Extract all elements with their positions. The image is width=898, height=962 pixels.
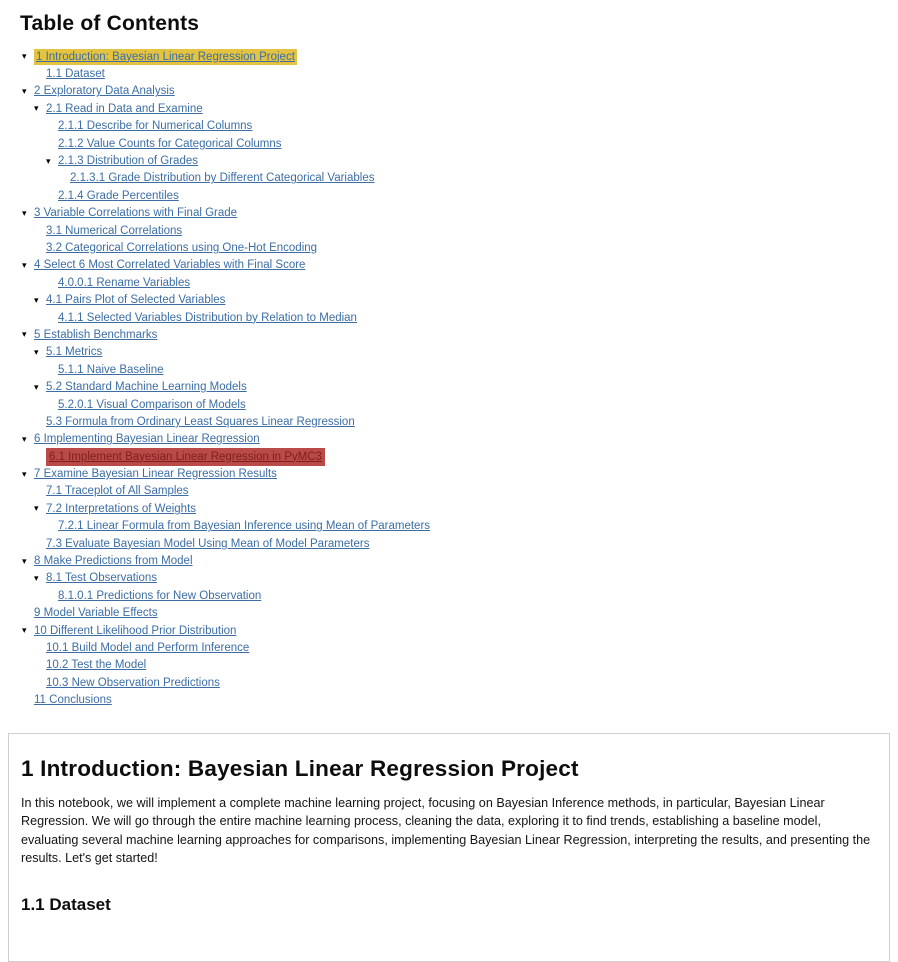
toc-item [20,657,898,674]
toc-item [20,100,898,117]
toc-item [20,378,898,395]
toc-item [20,361,898,378]
section-heading-introduction: 1 Introduction: Bayesian Linear Regression Project [21,755,579,781]
collapse-toggle-icon[interactable]: ▾ [22,207,27,218]
toc-item [20,587,898,604]
toc-item [20,448,898,465]
toc-link[interactable]: 9 Model Variable Effects [34,607,158,620]
toc-item [20,326,898,343]
toc-item [20,535,898,552]
toc-item [20,605,898,622]
collapse-toggle-icon[interactable]: ▾ [22,468,27,479]
notebook-markdown-cell[interactable] [8,733,890,962]
toc-item [20,291,898,308]
toc-link[interactable]: 10 Different Likelihood Prior Distribution [34,624,237,637]
toc-link[interactable]: 8.1 Test Observations [46,572,158,585]
toc-item [20,396,898,413]
toc-link[interactable]: 5 Establish Benchmarks [34,328,158,341]
toc-item [20,135,898,152]
collapse-toggle-icon[interactable]: ▾ [22,259,27,270]
toc-item [20,205,898,222]
toc-item [20,170,898,187]
toc-item [20,465,898,482]
collapse-toggle-icon[interactable]: ▾ [34,103,39,114]
toc-item [20,274,898,291]
introduction-paragraph: In this notebook, we will implement a complete machine learning project, focusing on Bayesian Inference methods, in particular, Bayesian Linear Regression. We will go through the entire machine learning process, cleaning the data, exploring it to find trends, establishing a baseline model, evaluating several machine learning approaches for comparisons, implementing Bayesian Linear Regression, interpreting the results, and presenting the results. Let's get started! [21,795,871,865]
toc-link[interactable]: 7.3 Evaluate Bayesian Model Using Mean of Model Parameters [46,537,370,550]
toc-list [20,48,898,709]
toc-link[interactable]: 5.1 Metrics [46,346,103,359]
toc-item [20,257,898,274]
collapse-toggle-icon[interactable]: ▾ [34,294,39,305]
collapse-toggle-icon[interactable]: ▾ [46,155,51,166]
toc-item [20,483,898,500]
collapse-toggle-icon[interactable]: ▾ [22,85,27,96]
toc-item [20,48,898,65]
toc-link[interactable]: 2.1.3.1 Grade Distribution by Different Categorical Variables [70,172,375,185]
collapse-toggle-icon[interactable]: ▾ [34,381,39,392]
toc-item [20,500,898,517]
toc-item [20,222,898,239]
toc-link[interactable]: 7 Examine Bayesian Linear Regression Results [34,468,277,481]
toc-link[interactable]: 5.3 Formula from Ordinary Least Squares Linear Regression [46,415,355,428]
toc-item [20,639,898,656]
toc-link[interactable]: 2.1.4 Grade Percentiles [58,189,179,202]
collapse-toggle-icon[interactable]: ▾ [22,433,27,444]
toc-link[interactable]: 10.1 Build Model and Perform Inference [46,641,250,654]
toc-link[interactable]: 4.1 Pairs Plot of Selected Variables [46,294,226,307]
collapse-toggle-icon[interactable]: ▾ [34,346,39,357]
subsection-heading-dataset: 1.1 Dataset [21,895,111,915]
toc-item [20,552,898,569]
collapse-toggle-icon[interactable]: ▾ [34,572,39,583]
toc-link[interactable]: 5.1.1 Naive Baseline [58,363,164,376]
toc-link[interactable]: 7.2.1 Linear Formula from Bayesian Inference using Mean of Parameters [58,520,431,533]
toc-item [20,65,898,82]
toc-link[interactable]: 6.1 Implement Bayesian Linear Regression in PyMC3 [46,448,325,466]
toc-link[interactable]: 10.3 New Observation Predictions [46,676,220,689]
toc-link[interactable]: 2.1.1 Describe for Numerical Columns [58,120,253,133]
toc-link[interactable]: 6 Implementing Bayesian Linear Regression [34,433,260,446]
toc-link[interactable]: 4.1.1 Selected Variables Distribution by Relation to Median [58,311,357,324]
toc-item [20,431,898,448]
toc-link[interactable]: 2.1 Read in Data and Examine [46,102,203,115]
toc-link[interactable]: 2.1.2 Value Counts for Categorical Columns [58,137,282,150]
collapse-toggle-icon[interactable]: ▾ [22,51,27,62]
toc-item [20,187,898,204]
toc-link[interactable]: 3.1 Numerical Correlations [46,224,183,237]
toc-item [20,570,898,587]
toc-item [20,691,898,708]
toc-link[interactable]: 4 Select 6 Most Correlated Variables with Final Score [34,259,306,272]
toc-link[interactable]: 8.1.0.1 Predictions for New Observation [58,589,262,602]
collapse-toggle-icon[interactable]: ▾ [22,555,27,566]
collapse-toggle-icon[interactable]: ▾ [22,329,27,340]
toc-link[interactable]: 8 Make Predictions from Model [34,555,193,568]
toc-item [20,118,898,135]
collapse-toggle-icon[interactable]: ▾ [34,503,39,514]
toc-link[interactable]: 11 Conclusions [34,694,112,707]
toc-link[interactable]: 5.2.0.1 Visual Comparison of Models [58,398,246,411]
collapse-toggle-icon[interactable]: ▾ [22,625,27,636]
toc-link[interactable]: 7.2 Interpretations of Weights [46,502,197,515]
toc-item [20,239,898,256]
toc-item [20,518,898,535]
toc-item [20,83,898,100]
toc-link[interactable]: 5.2 Standard Machine Learning Models [46,381,247,394]
toc-link[interactable]: 3 Variable Correlations with Final Grade [34,207,238,220]
toc-link[interactable]: 4.0.0.1 Rename Variables [58,276,191,289]
toc-item [20,622,898,639]
toc-item [20,344,898,361]
toc-title: Table of Contents [20,12,200,35]
toc-link[interactable]: 1 Introduction: Bayesian Linear Regression Project [36,50,295,63]
toc-link[interactable]: 1.1 Dataset [46,68,105,81]
toc-item [20,152,898,169]
toc-link[interactable]: 2.1.3 Distribution of Grades [58,155,198,168]
toc-item [20,413,898,430]
toc-item [20,674,898,691]
toc-link[interactable]: 7.1 Traceplot of All Samples [46,485,189,498]
toc-link[interactable]: 3.2 Categorical Correlations using One-Hot Encoding [46,241,318,254]
toc-link[interactable]: 2 Exploratory Data Analysis [34,85,175,98]
toc-link[interactable]: 10.2 Test the Model [46,659,147,672]
toc-item [20,309,898,326]
